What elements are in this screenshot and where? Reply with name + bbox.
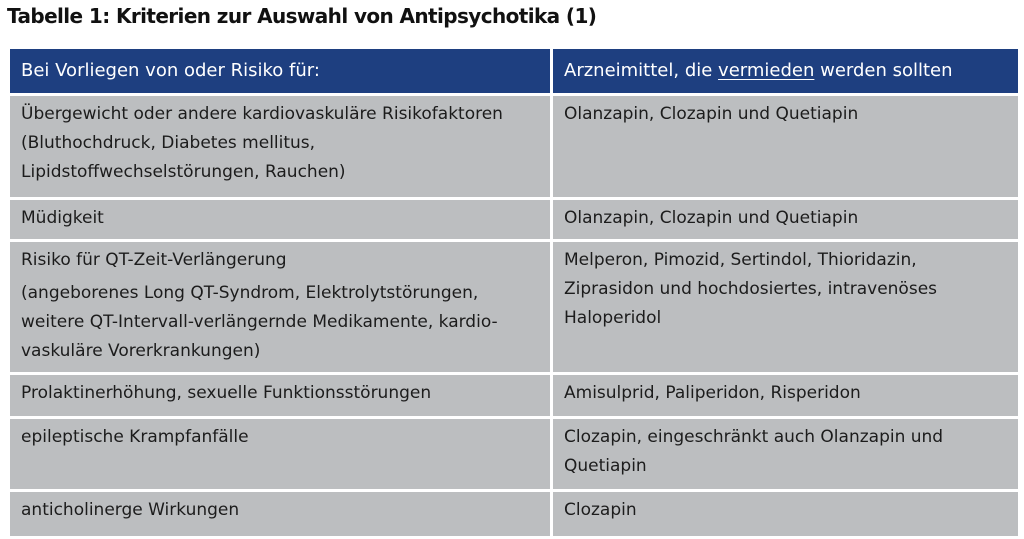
table-header-row — [10, 49, 1018, 96]
table-row — [10, 375, 1018, 419]
header-text-part: Arzneimittel, die — [564, 60, 719, 81]
cell-line: Risiko für QT-Zeit-Verlängerung — [21, 250, 287, 270]
drugs-cell — [553, 200, 1018, 242]
condition-cell — [10, 419, 553, 492]
column-header-condition: Bei Vorliegen von oder Risiko für: — [10, 49, 553, 96]
drugs-cell — [553, 419, 1018, 492]
table-caption: Tabelle 1: Kriterien zur Auswahl von Antipsychotika (1) — [7, 4, 597, 28]
condition-cell — [10, 492, 553, 536]
condition-cell — [10, 96, 553, 200]
cell-line: (angeborenes Long QT-Syndrom, Elektrolytstörungen, — [21, 283, 479, 303]
cell-line: Ziprasidon und hochdosiertes, intravenöses — [564, 279, 938, 299]
drugs-cell — [553, 242, 1018, 375]
table-row — [10, 96, 1018, 200]
criteria-table — [10, 49, 1018, 536]
cell-line: Clozapin, eingeschränkt auch Olanzapin und — [564, 427, 944, 447]
header-underlined-word: vermieden — [718, 60, 815, 81]
cell-line: weitere QT-Intervall-verlängernde Medikamente, kardio- — [21, 312, 498, 332]
header-text-part: werden sollten — [814, 60, 953, 81]
cell-line: vaskuläre Vorerkrankungen) — [21, 341, 261, 361]
drugs-cell — [553, 375, 1018, 419]
condition-cell — [10, 375, 553, 419]
cell-line: Lipidstoffwechselstörungen, Rauchen) — [21, 162, 346, 182]
cell-line: Übergewicht oder andere kardiovaskuläre Risikofaktoren — [21, 104, 503, 124]
cell-line: Müdigkeit — [21, 208, 104, 228]
condition-cell — [10, 242, 553, 375]
cell-line: Amisulprid, Paliperidon, Risperidon — [564, 383, 861, 403]
condition-cell — [10, 200, 553, 242]
column-header-drugs-to-avoid — [553, 49, 1018, 96]
cell-line: Olanzapin, Clozapin und Quetiapin — [564, 208, 859, 228]
table-row — [10, 200, 1018, 242]
cell-line: Clozapin — [564, 500, 637, 520]
cell-line: Olanzapin, Clozapin und Quetiapin — [564, 104, 859, 124]
cell-line: epileptische Krampfanfälle — [21, 427, 249, 447]
cell-line: Haloperidol — [564, 308, 662, 328]
cell-line: Quetiapin — [564, 456, 647, 476]
cell-line: Melperon, Pimozid, Sertindol, Thioridazin, — [564, 250, 917, 270]
table-row — [10, 419, 1018, 492]
drugs-cell — [553, 96, 1018, 200]
cell-line: (Bluthochdruck, Diabetes mellitus, — [21, 133, 316, 153]
cell-line: anticholinerge Wirkungen — [21, 500, 240, 520]
drugs-cell — [553, 492, 1018, 536]
cell-line: Prolaktinerhöhung, sexuelle Funktionsstörungen — [21, 383, 432, 403]
table-row — [10, 242, 1018, 375]
table-row — [10, 492, 1018, 536]
